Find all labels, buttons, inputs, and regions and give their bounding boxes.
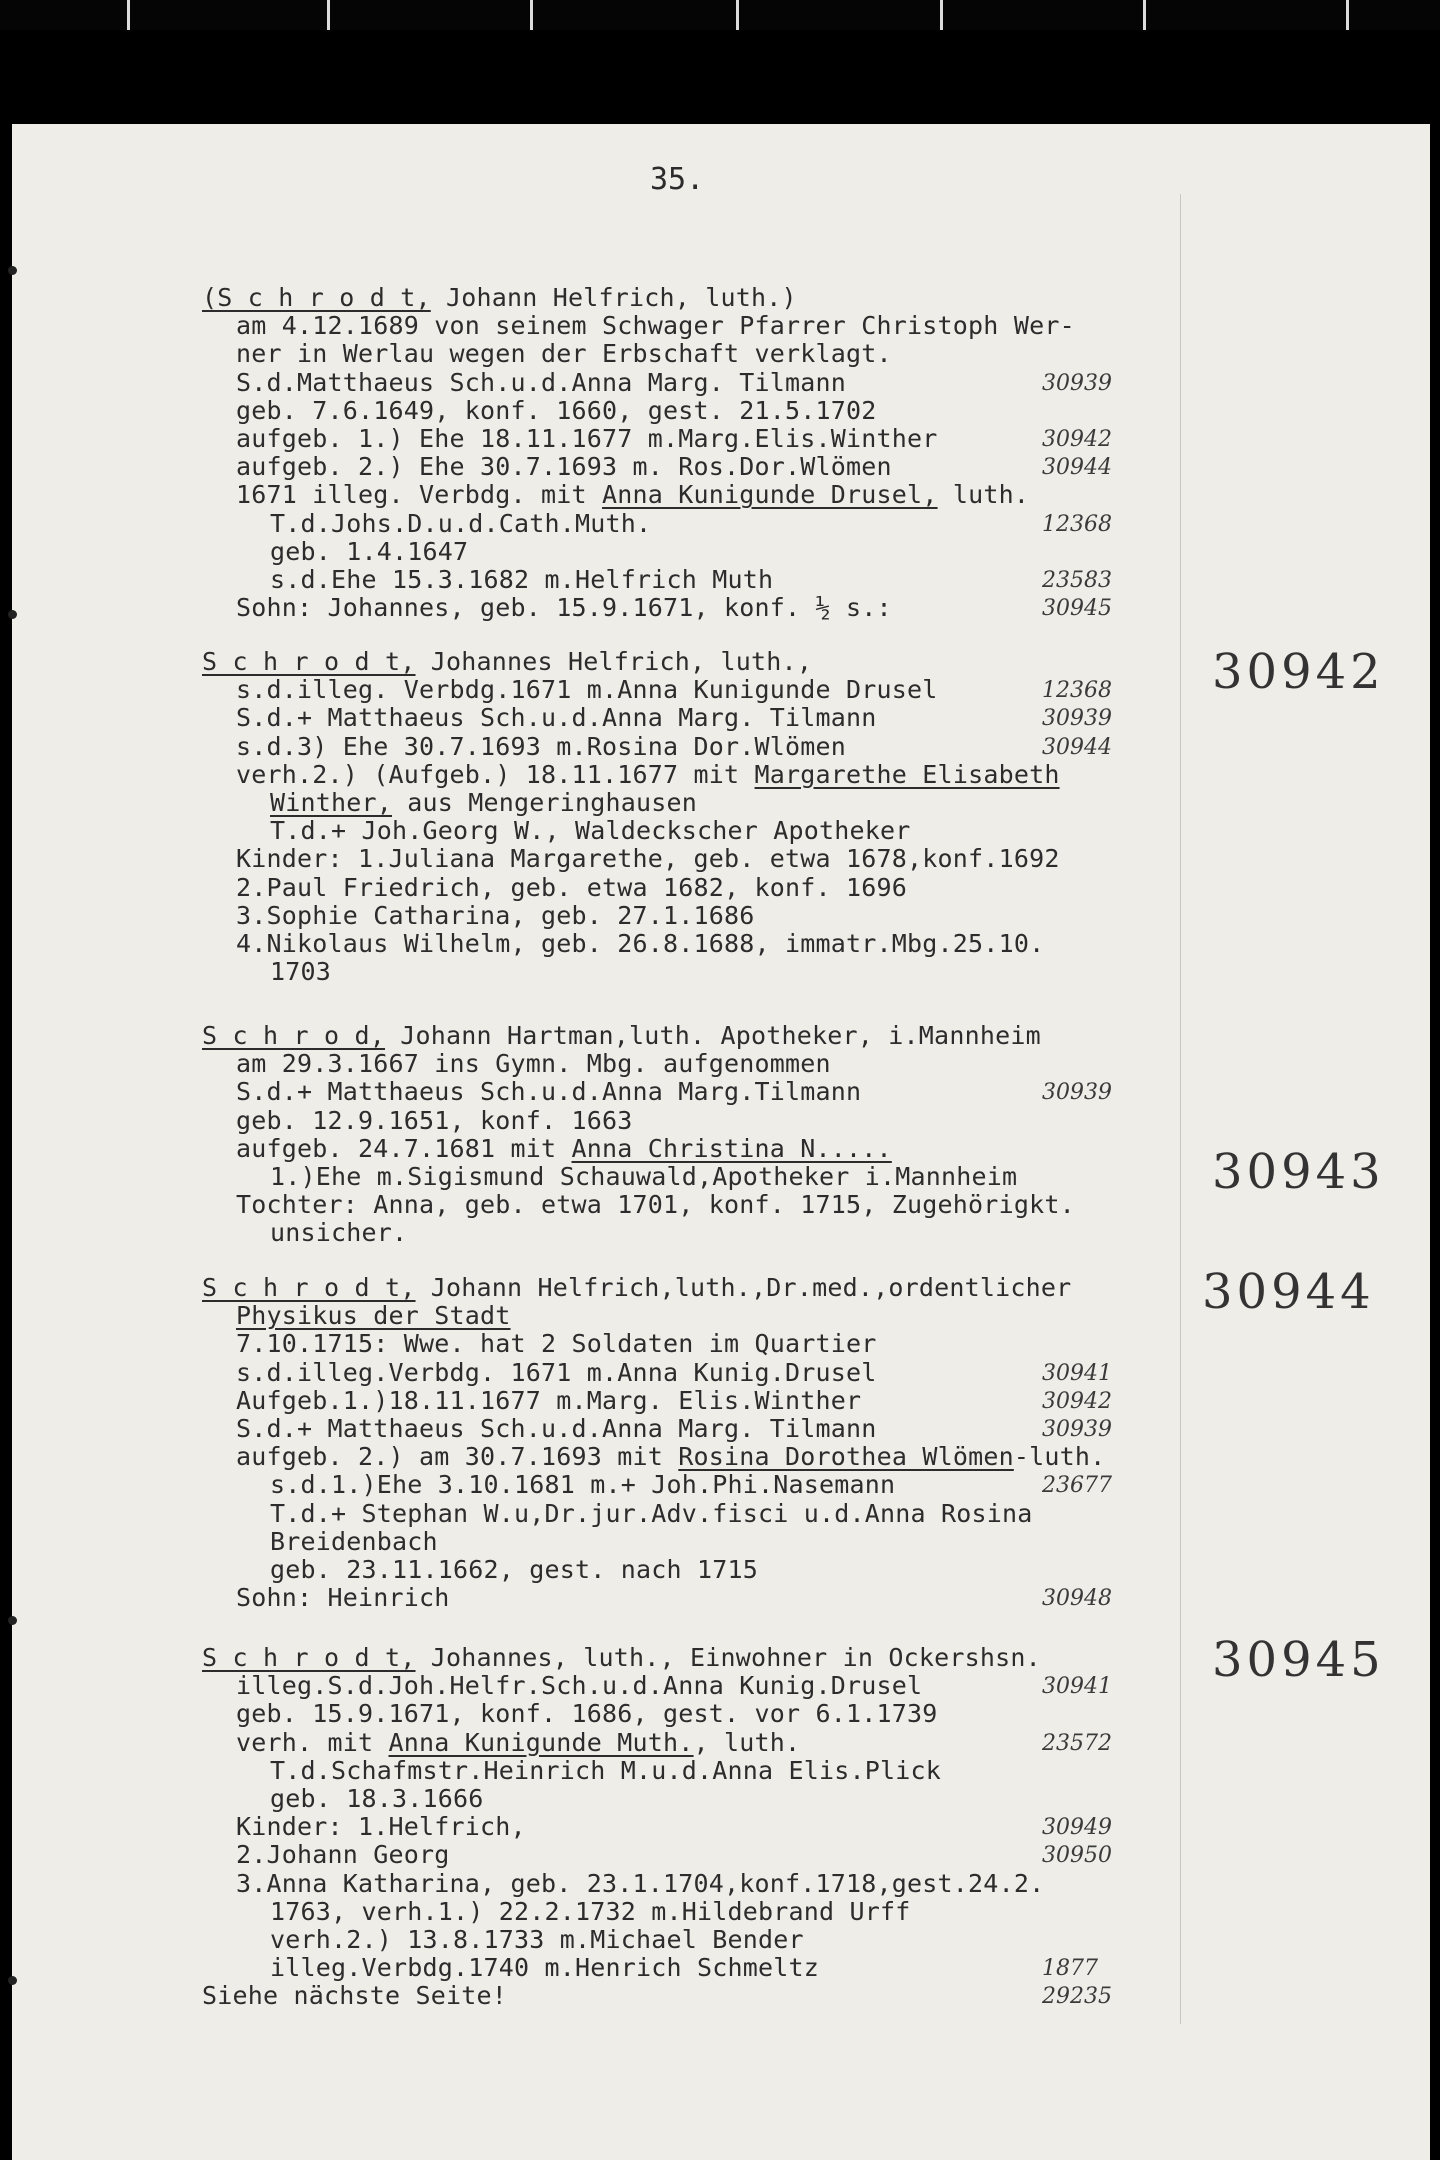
punch-hole-mark <box>8 266 17 275</box>
handwritten-reference: 29235 <box>1042 1984 1112 2010</box>
heading-rest: Johannes, luth., Einwohner in Ockershsn. <box>415 1643 1041 1672</box>
underlined-name: Anna Kunigunde Muth. <box>388 1727 694 1757</box>
entry-line: 4.Nikolaus Wilhelm, geb. 26.8.1688, immatr.Mbg.25.10. <box>236 929 1045 958</box>
entry-line: s.d.illeg. Verbdg.1671 m.Anna Kunigunde Drusel <box>236 675 938 705</box>
handwritten-reference: 30944 <box>1042 455 1112 481</box>
line-text: aus Mengeringhausen <box>392 788 698 817</box>
handwritten-reference: 30945 <box>1042 596 1112 622</box>
line-text: aufgeb. 24.7.1681 mit <box>236 1133 572 1163</box>
handwritten-reference: 30942 <box>1042 1388 1112 1414</box>
heading-rest: Johann Hartman,luth. Apotheker, i.Mannheim <box>385 1021 1041 1050</box>
surname: S c h r o d t, <box>202 1273 416 1302</box>
handwritten-reference: 30939 <box>1042 1080 1112 1106</box>
entry-heading <box>202 1022 1041 1049</box>
entry-line: am 4.12.1689 von seinem Schwager Pfarrer Christoph Wer- <box>236 311 1075 341</box>
line-text: -luth. <box>1013 1442 1106 1472</box>
entry-line: 2.Johann Georg <box>236 1840 450 1870</box>
entry-line: illeg.S.d.Joh.Helfr.Sch.u.d.Anna Kunig.Drusel <box>236 1671 923 1701</box>
entry-line <box>236 1729 800 1756</box>
entry-line: s.d.3) Ehe 30.7.1693 m.Rosina Dor.Wlömen <box>236 731 847 761</box>
entry-line: unsicher. <box>270 1218 408 1248</box>
surname: S c h r o d, <box>202 1021 386 1050</box>
entry-line: geb. 12.9.1651, konf. 1663 <box>236 1105 633 1135</box>
record-number-stamp: 30942 <box>1212 644 1385 700</box>
heading-rest: Johann Helfrich, luth.) <box>430 283 797 312</box>
punch-hole-mark <box>8 610 17 619</box>
line-text: luth. <box>937 480 1030 510</box>
entry-line: aufgeb. 1.) Ehe 18.11.1677 m.Marg.Elis.Winther <box>236 424 938 453</box>
line-text: , luth. <box>693 1727 801 1757</box>
handwritten-reference: 30939 <box>1042 706 1112 732</box>
entry-line: ner in Werlau wegen der Erbschaft verklagt. <box>236 339 892 369</box>
surname: (S c h r o d t, <box>202 283 431 312</box>
entry-line: 1.)Ehe m.Sigismund Schauwald,Apotheker i.Mannheim <box>270 1162 1018 1191</box>
heading-rest: Johann Helfrich,luth.,Dr.med.,ordentlicher <box>415 1273 1072 1302</box>
handwritten-reference: 12368 <box>1042 511 1112 537</box>
underlined-name: Margarethe Elisabeth <box>754 759 1060 789</box>
handwritten-reference: 30950 <box>1042 1843 1112 1869</box>
entry-line: Kinder: 1.Helfrich, <box>236 1812 526 1842</box>
entry-heading <box>202 284 797 311</box>
entry-line: 3.Anna Katharina, geb. 23.1.1704,konf.1718,gest.24.2. <box>236 1868 1045 1898</box>
entry-line: Tochter: Anna, geb. etwa 1701, konf. 1715, Zugehörigkt. <box>236 1190 1075 1220</box>
document-page <box>12 124 1430 2160</box>
entry-line: 7.10.1715: Wwe. hat 2 Soldaten im Quartier <box>236 1329 877 1359</box>
entry-line: geb. 18.3.1666 <box>270 1784 484 1813</box>
handwritten-reference: 30939 <box>1042 370 1112 396</box>
entry-line: s.d.1.)Ehe 3.10.1681 m.+ Joh.Phi.Nasemann <box>270 1470 896 1500</box>
entry-line: Kinder: 1.Juliana Margarethe, geb. etwa 1678,konf.1692 <box>236 844 1060 874</box>
entry-line: 1763, verh.1.) 22.2.1732 m.Hildebrand Urff <box>270 1896 911 1926</box>
entry-heading <box>202 1274 1071 1301</box>
handwritten-reference: 30939 <box>1042 1417 1112 1442</box>
handwritten-reference: 30948 <box>1042 1586 1112 1612</box>
punch-hole-mark <box>8 1976 17 1985</box>
entry-line <box>236 761 1060 788</box>
entry-line: Aufgeb.1.)18.11.1677 m.Marg. Elis.Winther <box>236 1385 862 1415</box>
handwritten-reference: 1877 <box>1042 1956 1098 1982</box>
line-text: aufgeb. 2.) am 30.7.1693 mit <box>236 1442 679 1472</box>
page-number: 35. <box>650 162 705 197</box>
entry-line: Breidenbach <box>270 1526 438 1556</box>
entry-line: geb. 7.6.1649, konf. 1660, gest. 21.5.1702 <box>236 395 877 425</box>
underlined-name: Physikus der Stadt <box>236 1301 511 1331</box>
surname: S c h r o d t, <box>202 1643 416 1672</box>
entry-line: T.d.Johs.D.u.d.Cath.Muth. <box>270 508 652 538</box>
entry-line: T.d.Schafmstr.Heinrich M.u.d.Anna Elis.Plick <box>270 1755 942 1785</box>
underlined-name: Anna Christina N..... <box>571 1133 892 1163</box>
entry-line: Sohn: Johannes, geb. 15.9.1671, konf. ½ s.: <box>236 593 892 623</box>
record-number-stamp: 30944 <box>1202 1264 1375 1320</box>
entry-heading <box>202 648 812 675</box>
record-number-stamp: 30943 <box>1212 1144 1385 1200</box>
entry-line: illeg.Verbdg.1740 m.Henrich Schmeltz <box>270 1953 820 1983</box>
entry-line: T.d.+ Stephan W.u,Dr.jur.Adv.fisci u.d.Anna Rosina <box>270 1498 1033 1528</box>
underlined-name: Rosina Dorothea Wlömen <box>678 1442 1014 1472</box>
handwritten-reference: 30949 <box>1042 1815 1112 1841</box>
entry-line <box>236 1302 511 1329</box>
entry-line <box>236 481 1029 508</box>
entry-line: 3.Sophie Catharina, geb. 27.1.1686 <box>236 900 755 930</box>
handwritten-reference: 30941 <box>1042 1360 1112 1386</box>
margin-rule <box>1180 194 1181 2024</box>
entry-line: S.d.+ Matthaeus Sch.u.d.Anna Marg. Tilmann <box>236 1414 877 1443</box>
handwritten-reference: 12368 <box>1042 678 1112 704</box>
heading-rest: Johannes Helfrich, luth., <box>415 647 813 676</box>
handwritten-reference: 30942 <box>1042 427 1112 452</box>
entry-line: S.d.Matthaeus Sch.u.d.Anna Marg. Tilmann <box>236 367 847 397</box>
handwritten-reference: 30944 <box>1042 734 1112 760</box>
entry-line: S.d.+ Matthaeus Sch.u.d.Anna Marg. Tilmann <box>236 703 877 733</box>
handwritten-reference: 23572 <box>1042 1730 1112 1756</box>
punch-hole-mark <box>8 1616 17 1625</box>
entry-line: geb. 15.9.1671, konf. 1686, gest. vor 6.1.1739 <box>236 1699 938 1729</box>
entry-line: am 29.3.1667 ins Gymn. Mbg. aufgenommen <box>236 1049 831 1079</box>
handwritten-reference: 23677 <box>1042 1473 1112 1499</box>
record-number-stamp: 30945 <box>1212 1632 1385 1688</box>
handwritten-reference: 23583 <box>1042 568 1112 593</box>
line-text: verh.2.) (Aufgeb.) 18.11.1677 mit <box>236 759 755 789</box>
underlined-name: Anna Kunigunde Drusel, <box>602 480 938 510</box>
surname: S c h r o d t, <box>202 647 416 676</box>
entry-line: Siehe nächste Seite! <box>202 1981 508 2011</box>
entry-line: s.d.illeg.Verbdg. 1671 m.Anna Kunig.Drusel <box>236 1357 877 1387</box>
entry-line: 1703 <box>270 957 332 987</box>
entry-line: geb. 23.11.1662, gest. nach 1715 <box>270 1555 759 1584</box>
line-text: 1671 illeg. Verbdg. mit <box>236 480 603 510</box>
entry-line: T.d.+ Joh.Georg W., Waldeckscher Apotheker <box>270 816 911 846</box>
entry-line: Sohn: Heinrich <box>236 1583 450 1613</box>
line-text: verh. mit <box>236 1727 389 1757</box>
entry-line: S.d.+ Matthaeus Sch.u.d.Anna Marg.Tilmann <box>236 1077 862 1107</box>
entry-line: verh.2.) 13.8.1733 m.Michael Bender <box>270 1925 804 1954</box>
entry-line: geb. 1.4.1647 <box>270 536 469 566</box>
handwritten-reference: 30941 <box>1042 1674 1112 1700</box>
entry-line <box>236 1443 1105 1470</box>
entry-heading <box>202 1644 1041 1671</box>
entry-line <box>270 789 697 816</box>
underlined-name: Winther, <box>270 788 393 817</box>
entry-line: aufgeb. 2.) Ehe 30.7.1693 m. Ros.Dor.Wlömen <box>236 452 892 482</box>
film-strip-top <box>0 0 1440 30</box>
entry-line: 2.Paul Friedrich, geb. etwa 1682, konf. 1696 <box>236 872 908 902</box>
entry-line: s.d.Ehe 15.3.1682 m.Helfrich Muth <box>270 565 774 594</box>
entry-line <box>236 1135 892 1162</box>
